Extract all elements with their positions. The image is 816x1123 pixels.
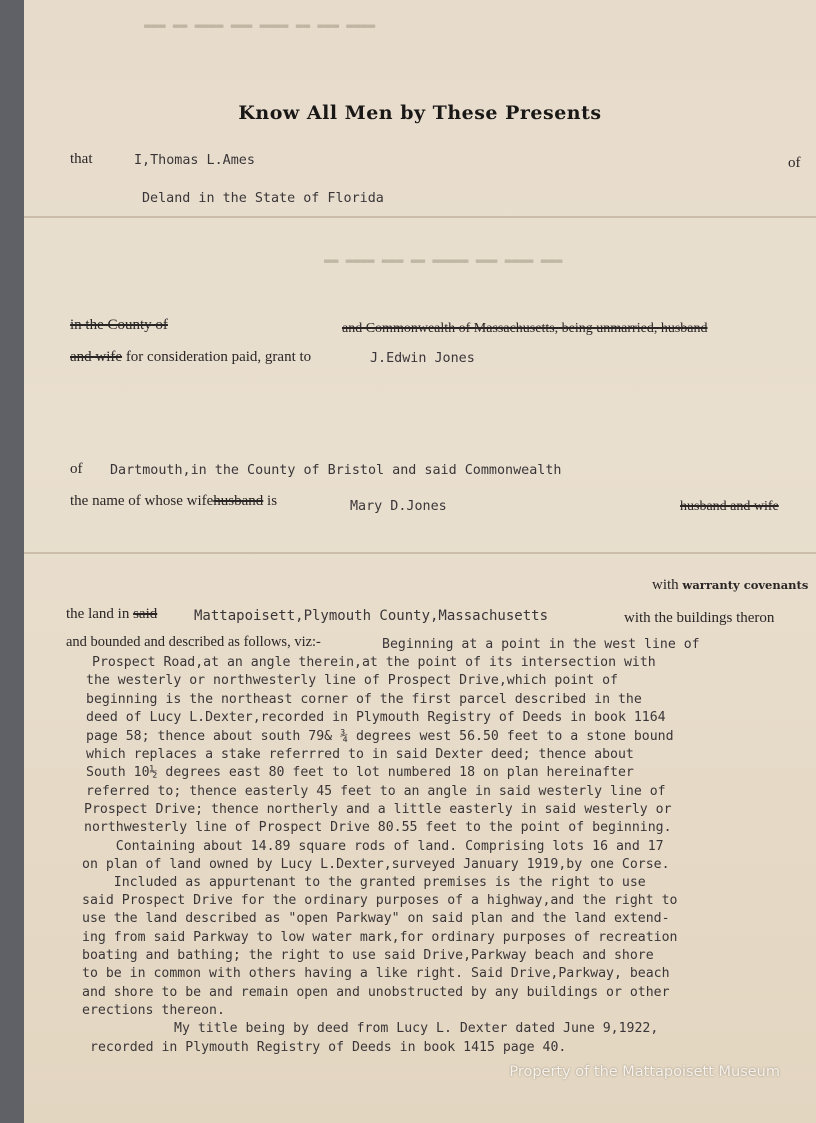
description-line: to be in common with others having a like right. Said Drive,Parkway, beach (82, 966, 670, 981)
description-line: referred to; thence easterly 45 feet to an angle in said westerly line of (86, 784, 666, 799)
fold-crease (24, 216, 816, 218)
land-location: Mattapoisett,Plymouth County,Massachusetts (194, 608, 549, 624)
museum-watermark: Property of the Mattapoisett Museum (509, 1064, 780, 1080)
description-line: Prospect Drive; thence northerly and a little easterly in said westerly or (84, 802, 672, 817)
grant-text: for consideration paid, grant to (125, 349, 312, 365)
description-line: beginning is the northeast corner of the first parcel described in the (86, 692, 642, 707)
bounded-label: and bounded and described as follows, viz:- (66, 634, 321, 650)
description-line: erections thereon. (82, 1003, 225, 1018)
description-line: Prospect Road,at an angle therein,at the point of its intersection with (92, 655, 656, 670)
description-line: use the land described as "open Parkway" on said plan and the land extend- (82, 911, 670, 926)
grantee-residence: Dartmouth,in the County of Bristol and said Commonwealth (110, 463, 562, 478)
description-line: said Prospect Drive for the ordinary purposes of a highway,and the right to (82, 893, 678, 908)
county-label: in the County of (70, 317, 168, 333)
land-line (66, 606, 157, 623)
struck-husband-and-wife: husband and wife (680, 499, 779, 514)
commonwealth-label: and Commonwealth of Massachusetts, being unmarried, husband (342, 321, 708, 336)
description-line: deed of Lucy L.Dexter,recorded in Plymouth Registry of Deeds in book 1164 (86, 710, 666, 725)
bleed-through-marks: ▬▬▬ ▬▬ ▬▬▬▬ ▬▬▬ ▬▬▬▬ ▬▬ ▬▬▬ ▬▬▬▬ (144, 20, 376, 34)
description-line: the westerly or northwesterly line of Prospect Drive,which point of (86, 673, 618, 688)
grantee-of-label: of (70, 461, 83, 477)
fold-crease (24, 552, 816, 554)
covenant-prefix: with (652, 577, 679, 593)
that-label: that (70, 151, 93, 167)
deed-paper (24, 0, 816, 1123)
description-line: ing from said Parkway to low water mark,for ordinary purposes of recreation (82, 930, 678, 945)
of-label: of (788, 155, 801, 171)
wife-label: the name of whose wife (70, 493, 214, 509)
covenant-line (652, 577, 808, 594)
struck-husband: husband (213, 493, 264, 509)
description-line: which replaces a stake referrred to in said Dexter deed; thence about (86, 747, 634, 762)
title-reference-line: recorded in Plymouth Registry of Deeds in book 1415 page 40. (90, 1040, 567, 1055)
buildings-label: with the buildings theron (624, 610, 775, 626)
grantor-residence: Deland in the State of Florida (142, 191, 384, 206)
grantor-name: I,Thomas L.Ames (134, 153, 255, 168)
description-line: northwesterly line of Prospect Drive 80.55 feet to the point of beginning. (84, 820, 672, 835)
document-title: Know All Men by These Presents (238, 102, 602, 124)
struck-said: said (133, 606, 158, 622)
description-line: Included as appurtenant to the granted premises is the right to use (82, 875, 646, 890)
covenant-type: warranty covenants (682, 578, 809, 592)
description-line: Containing about 14.89 square rods of land. Comprising lots 16 and 17 (84, 839, 664, 854)
struck-and-wife: and wife (70, 349, 123, 365)
description-line: Beginning at a point in the west line of (382, 637, 700, 652)
description-line: South 10½ degrees east 80 feet to lot numbered 18 on plan hereinafter (86, 765, 634, 780)
land-label: the land in (66, 606, 130, 622)
grant-line (70, 349, 311, 366)
title-reference-line: My title being by deed from Lucy L. Dexter dated June 9,1922, (174, 1021, 659, 1036)
description-line: on plan of land owned by Lucy L.Dexter,surveyed January 1919,by one Corse. (82, 857, 670, 872)
wife-name: Mary D.Jones (350, 499, 447, 514)
grantee-name: J.Edwin Jones (370, 351, 475, 366)
description-line: page 58; thence about south 79& ¾ degrees west 56.50 feet to a stone bound (86, 729, 674, 744)
wife-line (70, 493, 277, 510)
bleed-through-marks: ▬▬ ▬▬▬▬ ▬▬▬ ▬▬ ▬▬▬▬▬ ▬▬▬ ▬▬▬▬ ▬▬▬ (324, 255, 563, 269)
description-line: boating and bathing; the right to use said Drive,Parkway beach and shore (82, 948, 654, 963)
description-line: and shore to be and remain open and unobstructed by any buildings or other (82, 985, 670, 1000)
is-label: is (267, 493, 278, 509)
